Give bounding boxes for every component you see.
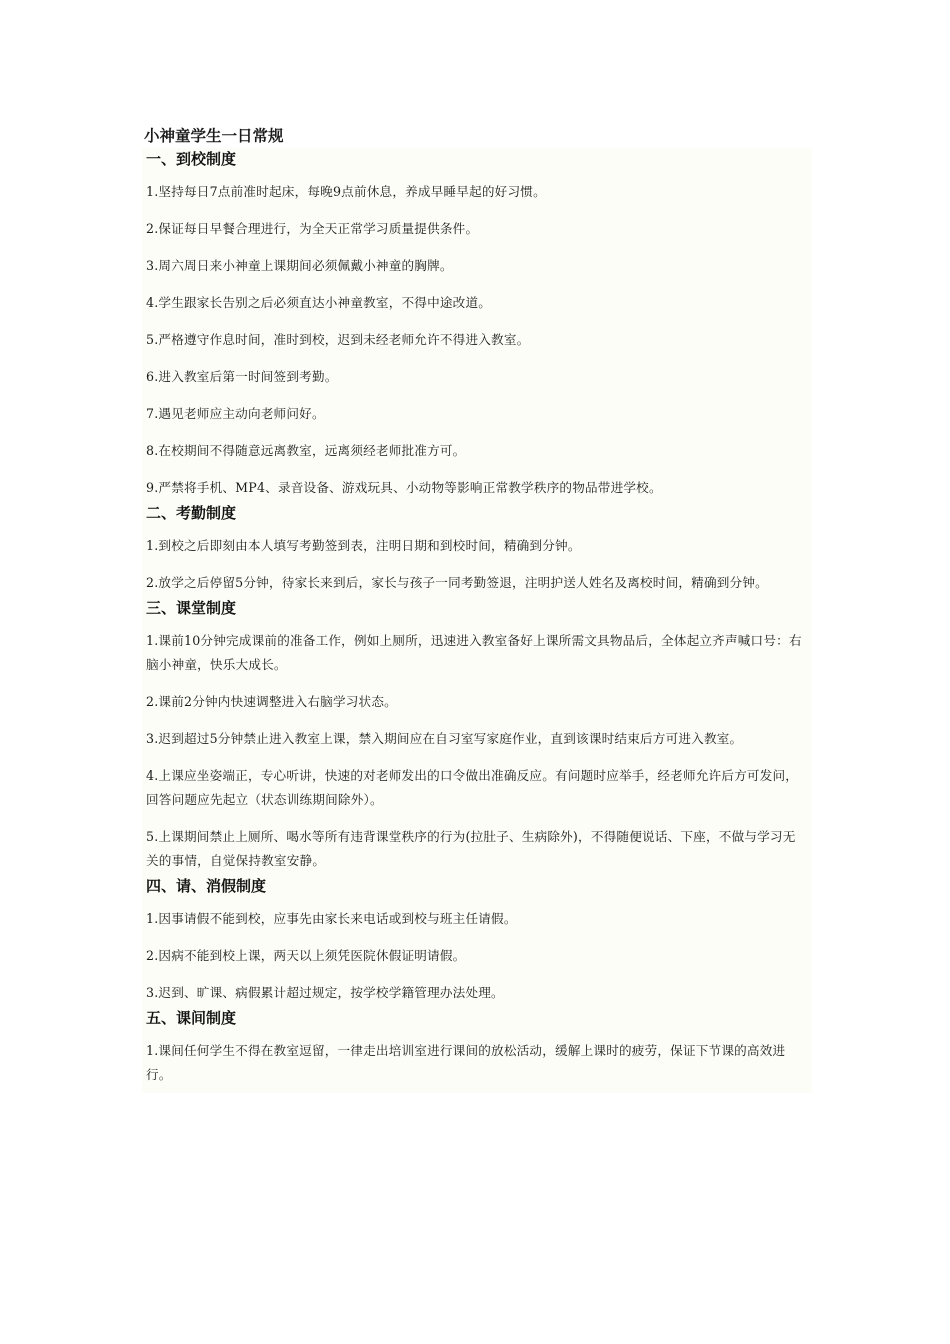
section-break (146, 1005, 808, 1087)
list-item: 1.坚持每日7点前准时起床，每晚9点前休息，养成早睡早起的好习惯。 (146, 184, 546, 199)
list-item: 6.进入教室后第一时间签到考勤。 (146, 369, 338, 384)
list-item: 2.因病不能到校上课，两天以上须凭医院休假证明请假。 (146, 948, 466, 963)
list-item: 5.严格遵守作息时间，准时到校，迟到未经老师允许不得进入教室。 (146, 332, 530, 347)
section-attendance (146, 500, 808, 595)
section-heading: 四、请、消假制度 (146, 877, 267, 895)
section-heading: 二、考勤制度 (146, 504, 237, 522)
document-title: 小神童学生一日常规 (144, 126, 284, 145)
list-item: 2.保证每日早餐合理进行，为全天正常学习质量提供条件。 (146, 221, 479, 236)
section-heading: 一、到校制度 (146, 150, 237, 168)
list-item: 8.在校期间不得随意远离教室，远离须经老师批准方可。 (146, 443, 466, 458)
list-item: 2.课前2分钟内快速调整进入右脑学习状态。 (146, 694, 397, 709)
list-item: 1.到校之后即刻由本人填写考勤签到表，注明日期和到校时间，精确到分钟。 (146, 538, 581, 553)
list-item: 3.迟到、旷课、病假累计超过规定，按学校学籍管理办法处理。 (146, 985, 504, 1000)
section-heading: 五、课间制度 (146, 1009, 237, 1027)
document-body (142, 148, 812, 1093)
list-item: 1.课间任何学生不得在教室逗留，一律走出培训室进行课间的放松活动，缓解上课时的疲劳，保证下节课的高效进行。 (146, 1043, 786, 1082)
document-page (142, 124, 812, 1093)
section-heading: 三、课堂制度 (146, 599, 237, 617)
section-classroom (146, 595, 808, 873)
list-item: 3.迟到超过5分钟禁止进入教室上课，禁入期间应在自习室写家庭作业，直到该课时结束后方可进入教室。 (146, 731, 743, 746)
list-item: 4.上课应坐姿端正，专心听讲，快速的对老师发出的口令做出准确反应。有问题时应举手，经老师允许后方可发问，回答问题应先起立（状态训练期间除外）。 (146, 768, 799, 807)
list-item: 1.因事请假不能到校，应事先由家长来电话或到校与班主任请假。 (146, 911, 517, 926)
list-item: 5.上课期间禁止上厕所、喝水等所有违背课堂秩序的行为(拉肚子、生病除外)，不得随便说话、下座，不做与学习无关的事情，自觉保持教室安静。 (146, 829, 796, 868)
list-item: 3.周六周日来小神童上课期间必须佩戴小神童的胸牌。 (146, 258, 453, 273)
section-arrival (146, 148, 808, 500)
list-item: 1.课前10分钟完成课前的准备工作，例如上厕所，迅速进入教室备好上课所需文具物品后，全体起立齐声喊口号：右脑小神童，快乐大成长。 (146, 633, 802, 672)
list-item: 7.遇见老师应主动向老师问好。 (146, 406, 325, 421)
list-item: 4.学生跟家长告别之后必须直达小神童教室，不得中途改道。 (146, 295, 492, 310)
list-item: 2.放学之后停留5分钟，待家长来到后，家长与孩子一同考勤签退，注明护送人姓名及离校时间，精确到分钟。 (146, 575, 768, 590)
list-item: 9.严禁将手机、MP4、录音设备、游戏玩具、小动物等影响正常教学秩序的物品带进学校。 (146, 480, 662, 495)
section-leave (146, 873, 808, 1005)
